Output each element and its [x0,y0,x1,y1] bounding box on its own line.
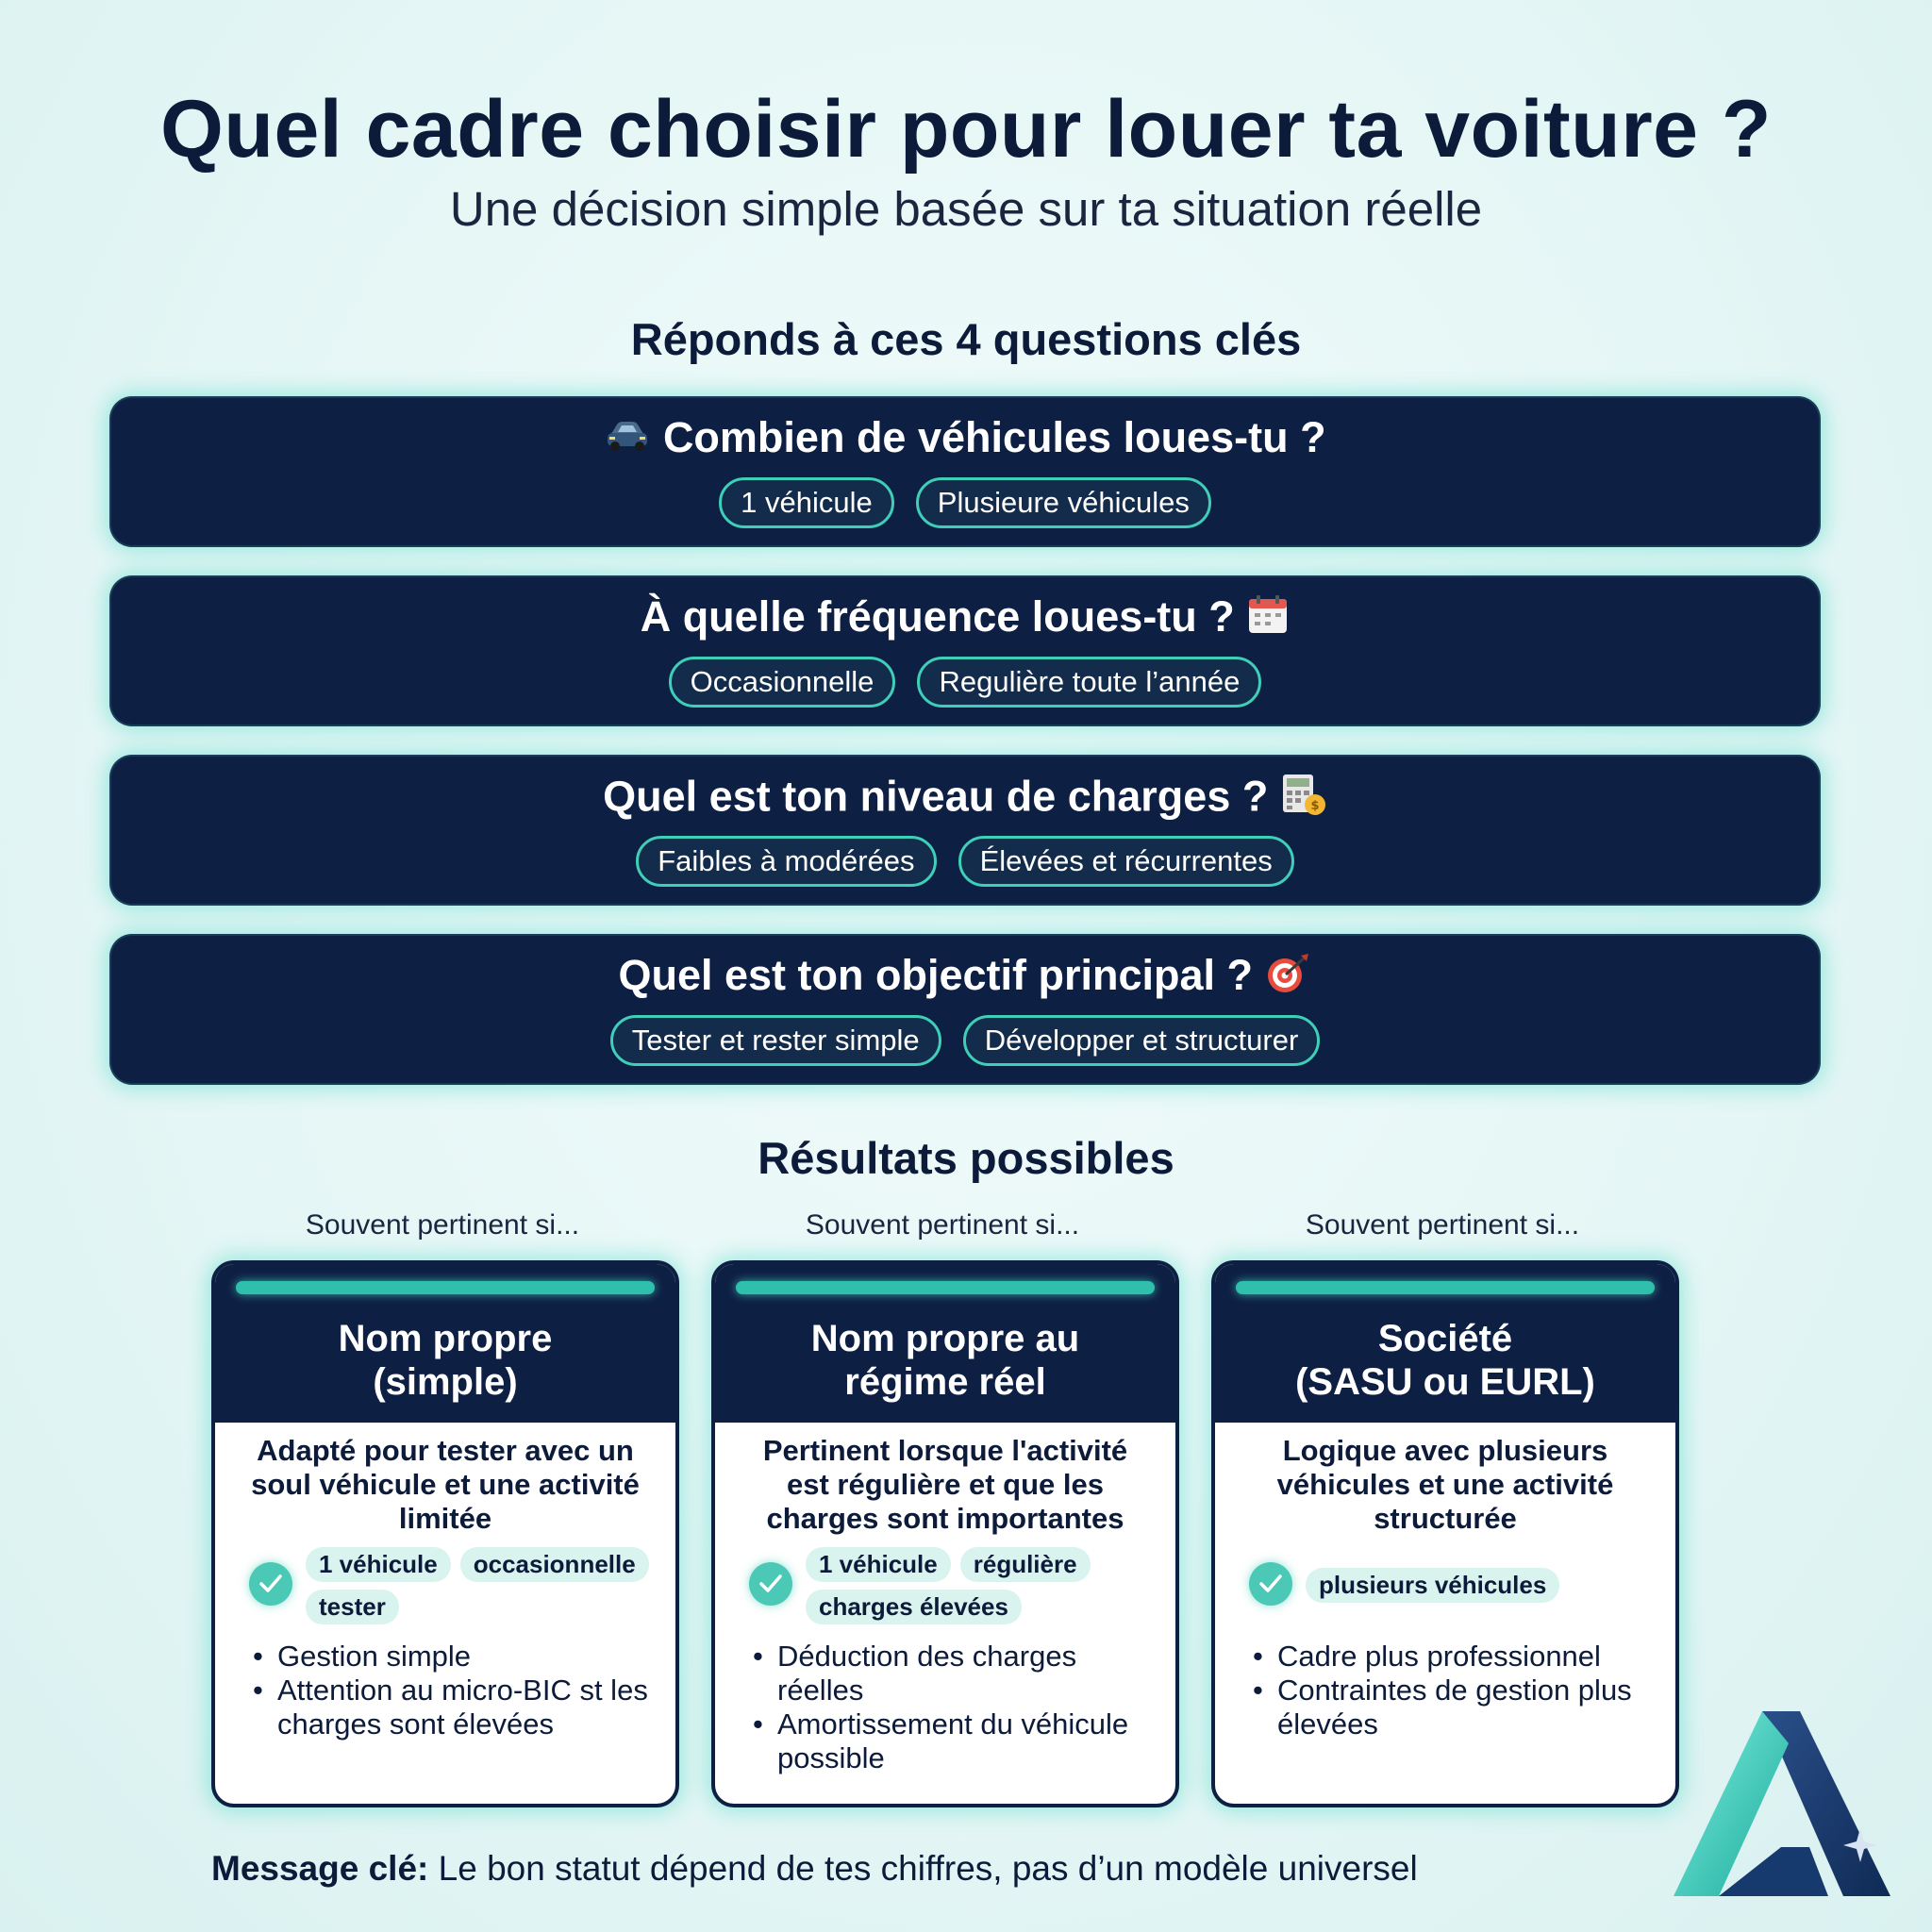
option-pill[interactable]: Occasionnelle [669,657,896,708]
tag-badge: tester [306,1590,399,1624]
option-pill[interactable]: 1 véhicule [719,477,894,528]
bullet-item: • Amortissement du véhicule possible [753,1707,1157,1775]
card-title-line: Nom propre au [810,1318,1080,1359]
card-title [715,1317,1175,1404]
question-text: Combien de véhicules loues-tu ? [662,413,1326,461]
card-title [215,1317,675,1404]
option-pill[interactable]: Élevées et récurrentes [958,836,1294,887]
option-pill[interactable]: Développer et structurer [963,1015,1321,1066]
questions-heading: Réponds à ces 4 questions clés [630,314,1302,364]
brand-logo [1668,1706,1894,1907]
key-message-label: Message clé: [211,1849,429,1888]
card-title-line: régime réel [844,1361,1046,1403]
result-card-nom-propre [211,1260,679,1807]
question-card-frequency [109,575,1821,726]
car-icon [604,416,651,465]
option-pill[interactable]: Regulière toute l’année [917,657,1261,708]
card-pre-label: Souvent pertinent si... [805,1209,1080,1241]
question-row [109,951,1821,1006]
calculator-coin-icon [1280,772,1327,827]
bullet-item: • Gestion simple [253,1640,657,1674]
check-icon [249,1562,292,1606]
question-options [109,836,1821,887]
question-card-vehicles [109,396,1821,547]
card-header [715,1264,1175,1423]
key-message-text: Le bon statut dépend de tes chiffres, pas d’un modèle universel [428,1849,1418,1888]
check-icon [1249,1562,1292,1606]
question-row [109,413,1821,465]
tag-badge: 1 véhicule [306,1547,451,1582]
result-card-societe [1211,1260,1679,1807]
accent-bar [236,1281,655,1294]
card-title-line: (SASU ou EURL) [1295,1361,1595,1403]
tag-badge: plusieurs véhicules [1306,1568,1559,1603]
option-pill[interactable]: Plusieure véhicules [916,477,1211,528]
bullet-item: • Attention au micro-BIC st les charges sont élevées [253,1674,657,1741]
card-bullets [753,1640,1157,1775]
accent-bar [1236,1281,1655,1294]
option-pill[interactable]: Faibles à modérées [636,836,936,887]
card-pre-label: Souvent pertinent si... [305,1209,580,1241]
card-tags [306,1547,660,1632]
results-heading: Résultats possibles [758,1133,1174,1183]
card-title-line: Nom propre [338,1318,553,1359]
card-description: Pertinent lorsque l'activité est régulière et que les charges sont importantes [762,1434,1128,1535]
bullet-item: • Cadre plus professionnel [1253,1640,1657,1674]
card-header [1215,1264,1675,1423]
question-options [109,657,1821,708]
option-pill[interactable]: Tester et rester simple [610,1015,941,1066]
question-row [109,772,1821,827]
question-card-charges [109,755,1821,906]
calendar-icon [1246,593,1290,647]
card-bullets [1253,1640,1657,1741]
card-pre-label: Souvent pertinent si... [1305,1209,1580,1241]
card-bullets [253,1640,657,1741]
tag-badge: charges élevées [806,1590,1022,1624]
tag-badge: régulière [960,1547,1091,1582]
accent-bar [736,1281,1155,1294]
bullet-item: • Contraintes de gestion plus élevées [1253,1674,1657,1741]
bullet-item: • Déduction des charges réelles [753,1640,1157,1707]
page-subtitle: Une décision simple basée sur ta situation réelle [449,182,1483,236]
svg-text:$: $ [1310,799,1320,813]
card-description: Logique avec plusieurs véhicules et une activité structurée [1276,1434,1614,1535]
card-title [1215,1317,1675,1404]
question-row [109,592,1821,647]
question-text: À quelle fréquence loues-tu ? [640,592,1235,641]
page-title: Quel cadre choisir pour louer ta voiture ? [160,84,1772,175]
question-text: Quel est ton objectif principal ? [618,951,1254,999]
card-tags [1306,1568,1660,1610]
question-options [109,1015,1821,1066]
question-card-objective [109,934,1821,1085]
card-description: Adapté pour tester avec un soul véhicule et une activité limitée [251,1434,640,1535]
card-header [215,1264,675,1423]
card-title-line: Société [1377,1318,1513,1359]
question-options [109,477,1821,528]
card-title-line: (simple) [373,1361,518,1403]
result-card-regime-reel [711,1260,1179,1807]
card-tags [806,1547,1160,1632]
question-text: Quel est ton niveau de charges ? [603,772,1269,821]
key-message [211,1849,1532,1889]
tag-badge: 1 véhicule [806,1547,951,1582]
target-icon [1265,952,1312,1006]
check-icon [749,1562,792,1606]
tag-badge: occasionnelle [460,1547,649,1582]
